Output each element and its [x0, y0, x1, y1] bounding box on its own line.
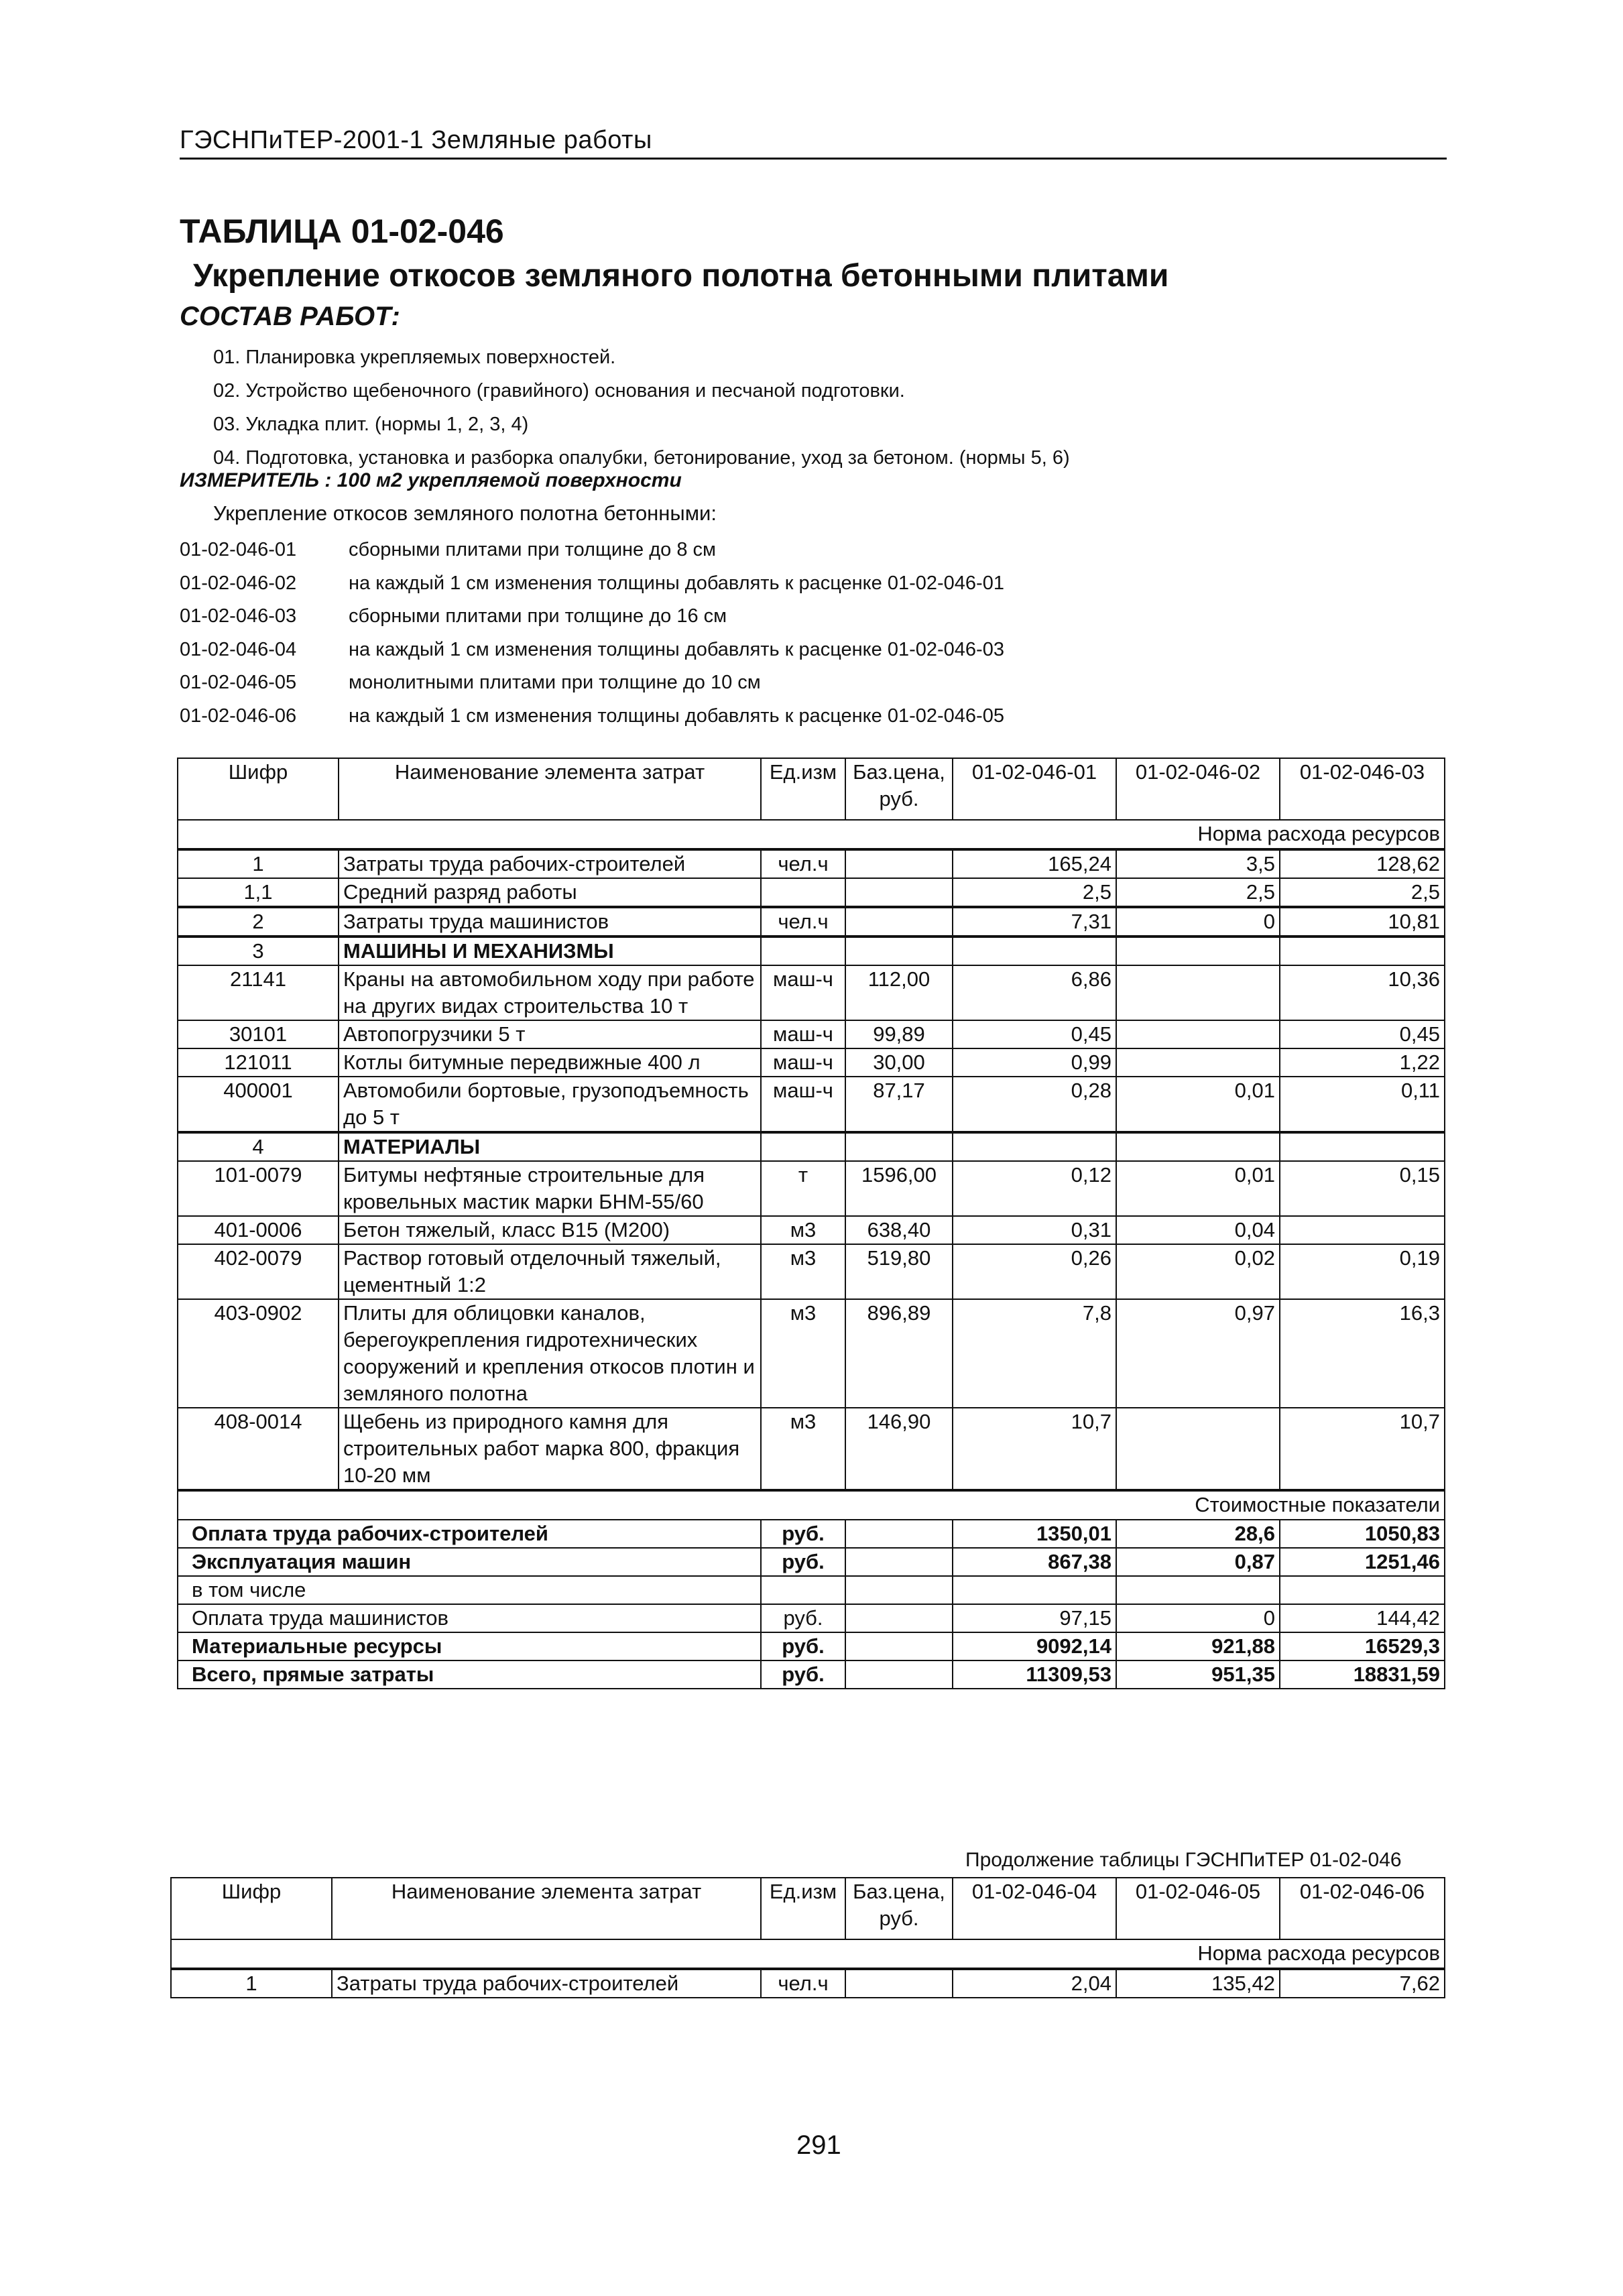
row-price: 30,00: [845, 1048, 953, 1077]
row-name: Бетон тяжелый, класс В15 (М200): [339, 1216, 761, 1244]
cost-name: Всего, прямые затраты: [178, 1660, 761, 1689]
works-list: [213, 341, 1070, 475]
header-name: Наименование элемента затрат: [332, 1878, 761, 1939]
row-name: Плиты для облицовки каналов, берегоукрепления гидротехнических сооружений и крепления откосов плотин и земляного полотна: [339, 1299, 761, 1408]
meter-line: ИЗМЕРИТЕЛЬ : 100 м2 укрепляемой поверхности: [180, 469, 682, 491]
cost-band: Стоимостные показатели: [178, 1490, 1445, 1520]
row-value-3: 0,11: [1280, 1077, 1445, 1132]
row-price: [845, 1969, 953, 1998]
row-code: 1,1: [178, 878, 339, 907]
row-value-2: 0,02: [1116, 1244, 1280, 1299]
row-price: 99,89: [845, 1020, 953, 1048]
row-price: [845, 936, 953, 965]
row-unit: маш-ч: [761, 1048, 845, 1077]
row-value-3: 16,3: [1280, 1299, 1445, 1408]
cost-value-3: 144,42: [1280, 1604, 1445, 1632]
header-col-3: 01-02-046-03: [1280, 758, 1445, 820]
row-value-3: [1280, 1216, 1445, 1244]
row-unit: т: [761, 1161, 845, 1216]
row-unit: чел.ч: [761, 1969, 845, 1998]
table-row: [178, 1077, 1445, 1132]
code-row: [180, 534, 1004, 567]
row-value-3: 0,19: [1280, 1244, 1445, 1299]
code-text: сборными плитами при толщине до 8 см: [349, 539, 716, 560]
cost-value-1: [953, 1576, 1116, 1604]
row-price: [845, 907, 953, 936]
cost-row: [178, 1604, 1445, 1632]
code: 01-02-046-01: [180, 539, 297, 560]
cost-row: [178, 1632, 1445, 1660]
table-title: ТАБЛИЦА 01-02-046: [180, 213, 504, 250]
row-value-3: 0,15: [1280, 1161, 1445, 1216]
work-item: 04. Подготовка, установка и разборка опалубки, бетонирование, уход за бетоном. (нормы 5, 6): [213, 447, 1070, 469]
row-name: Котлы битумные передвижные 400 л: [339, 1048, 761, 1077]
code-text: сборными плитами при толщине до 16 см: [349, 605, 727, 627]
code: 01-02-046-04: [180, 638, 297, 660]
code: 01-02-046-06: [180, 705, 297, 727]
resources-table-continued: [170, 1877, 1445, 1998]
cost-value-3: 1251,46: [1280, 1548, 1445, 1576]
row-name: Битумы нефтяные строительные для кровельных мастик марки БНМ-55/60: [339, 1161, 761, 1216]
cost-name: Эксплуатация машин: [178, 1548, 761, 1576]
table-row: [178, 1244, 1445, 1299]
cost-unit: руб.: [761, 1520, 845, 1548]
resources-table: [177, 758, 1445, 1689]
header-price: Баз.цена, руб.: [845, 758, 953, 820]
row-price: [845, 878, 953, 907]
cost-name: Оплата труда рабочих-строителей: [178, 1520, 761, 1548]
row-unit: чел.ч: [761, 907, 845, 936]
resources-body: [171, 1969, 1445, 1998]
cost-value-1: 9092,14: [953, 1632, 1116, 1660]
cost-value-1: 867,38: [953, 1548, 1116, 1576]
code-row: [180, 567, 1004, 601]
cost-value-3: [1280, 1576, 1445, 1604]
row-code: 21141: [178, 965, 339, 1020]
cost-value-1: 1350,01: [953, 1520, 1116, 1548]
cost-unit: [761, 1576, 845, 1604]
codes-list: [180, 534, 1004, 733]
table-row: [178, 1299, 1445, 1408]
row-value-1: 2,04: [953, 1969, 1116, 1998]
code: 01-02-046-03: [180, 605, 297, 627]
row-code: 1: [171, 1969, 332, 1998]
row-code: 2: [178, 907, 339, 936]
cost-price: [845, 1576, 953, 1604]
header-unit: Ед.изм: [761, 1878, 845, 1939]
row-price: 146,90: [845, 1408, 953, 1490]
cost-unit: руб.: [761, 1548, 845, 1576]
row-code: 4: [178, 1132, 339, 1161]
row-unit: [761, 878, 845, 907]
row-value-2: 0,04: [1116, 1216, 1280, 1244]
row-value-3: 1,22: [1280, 1048, 1445, 1077]
header-col-5: 01-02-046-05: [1116, 1878, 1280, 1939]
cost-row: [178, 1576, 1445, 1604]
row-value-2: 0,01: [1116, 1161, 1280, 1216]
header-col-1: 01-02-046-01: [953, 758, 1116, 820]
header-name: Наименование элемента затрат: [339, 758, 761, 820]
row-value-3: [1280, 1132, 1445, 1161]
table-row: [178, 1020, 1445, 1048]
row-value-2: [1116, 936, 1280, 965]
table-row: [178, 878, 1445, 907]
row-code: 121011: [178, 1048, 339, 1077]
row-unit: м3: [761, 1216, 845, 1244]
row-name: Затраты труда рабочих-строителей: [339, 849, 761, 878]
row-value-2: [1116, 1048, 1280, 1077]
row-unit: маш-ч: [761, 965, 845, 1020]
row-code: 408-0014: [178, 1408, 339, 1490]
header-col-6: 01-02-046-06: [1280, 1878, 1445, 1939]
cost-unit: руб.: [761, 1632, 845, 1660]
cost-value-2: 28,6: [1116, 1520, 1280, 1548]
cost-value-3: 18831,59: [1280, 1660, 1445, 1689]
row-value-3: 10,36: [1280, 965, 1445, 1020]
row-value-3: 7,62: [1280, 1969, 1445, 1998]
row-value-2: [1116, 965, 1280, 1020]
table-row: [178, 965, 1445, 1020]
intro-line: Укрепление откосов земляного полотна бетонными:: [213, 501, 717, 525]
row-price: 896,89: [845, 1299, 953, 1408]
table-row: [178, 849, 1445, 878]
row-code: 400001: [178, 1077, 339, 1132]
row-value-2: [1116, 1408, 1280, 1490]
row-value-1: [953, 936, 1116, 965]
running-header: ГЭСНПиТЕР-2001-1 Земляные работы: [180, 126, 1447, 160]
row-value-2: 0,97: [1116, 1299, 1280, 1408]
header-code: Шифр: [171, 1878, 332, 1939]
page-number: 291: [796, 2130, 841, 2160]
code-text: монолитными плитами при толщине до 10 см: [349, 672, 761, 693]
row-name: Автомобили бортовые, грузоподъемность до 5 т: [339, 1077, 761, 1132]
row-price: 519,80: [845, 1244, 953, 1299]
row-price: [845, 1132, 953, 1161]
row-price: 112,00: [845, 965, 953, 1020]
cost-value-1: 11309,53: [953, 1660, 1116, 1689]
cost-row: [178, 1548, 1445, 1576]
header-col-2: 01-02-046-02: [1116, 758, 1280, 820]
row-value-3: 2,5: [1280, 878, 1445, 907]
continuation-caption: Продолжение таблицы ГЭСНПиТЕР 01-02-046: [965, 1849, 1402, 1871]
code-row: [180, 633, 1004, 667]
row-code: 3: [178, 936, 339, 965]
row-value-1: 7,8: [953, 1299, 1116, 1408]
cost-value-2: 0: [1116, 1604, 1280, 1632]
row-code: 30101: [178, 1020, 339, 1048]
row-unit: м3: [761, 1244, 845, 1299]
row-name: Щебень из природного камня для строительных работ марка 800, фракция 10-20 мм: [339, 1408, 761, 1490]
row-value-1: 6,86: [953, 965, 1116, 1020]
cost-name: Оплата труда машинистов: [178, 1604, 761, 1632]
resources-body: [178, 849, 1445, 1490]
row-price: 87,17: [845, 1077, 953, 1132]
row-value-1: 0,28: [953, 1077, 1116, 1132]
row-code: 1: [178, 849, 339, 878]
table-row: [178, 936, 1445, 965]
row-value-1: 0,12: [953, 1161, 1116, 1216]
cost-name: в том числе: [178, 1576, 761, 1604]
row-value-2: 2,5: [1116, 878, 1280, 907]
row-code: 403-0902: [178, 1299, 339, 1408]
row-value-1: [953, 1132, 1116, 1161]
row-unit: м3: [761, 1408, 845, 1490]
row-name: Краны на автомобильном ходу при работе на других видах строительства 10 т: [339, 965, 761, 1020]
table-row: [178, 907, 1445, 936]
row-value-1: 0,45: [953, 1020, 1116, 1048]
row-value-1: 10,7: [953, 1408, 1116, 1490]
row-unit: [761, 1132, 845, 1161]
code-text: на каждый 1 см изменения толщины добавлять к расценке 01-02-046-03: [349, 638, 1004, 660]
row-value-2: 3,5: [1116, 849, 1280, 878]
cost-value-3: 1050,83: [1280, 1520, 1445, 1548]
row-name: МАШИНЫ И МЕХАНИЗМЫ: [339, 936, 761, 965]
row-name: Затраты труда рабочих-строителей: [332, 1969, 761, 1998]
header-price: Баз.цена, руб.: [845, 1878, 953, 1939]
row-value-1: 0,99: [953, 1048, 1116, 1077]
costs-body: [178, 1520, 1445, 1689]
row-name: Автопогрузчики 5 т: [339, 1020, 761, 1048]
code-row: [180, 666, 1004, 700]
row-code: 401-0006: [178, 1216, 339, 1244]
work-item: 03. Укладка плит. (нормы 1, 2, 3, 4): [213, 414, 529, 435]
row-code: 101-0079: [178, 1161, 339, 1216]
code-row: [180, 700, 1004, 733]
row-value-2: [1116, 1020, 1280, 1048]
cost-value-2: [1116, 1576, 1280, 1604]
cost-value-2: 0,87: [1116, 1548, 1280, 1576]
row-name: Средний разряд работы: [339, 878, 761, 907]
table-row: [178, 1048, 1445, 1077]
row-name: Затраты труда машинистов: [339, 907, 761, 936]
code-text: на каждый 1 см изменения толщины добавлять к расценке 01-02-046-05: [349, 705, 1004, 727]
row-value-1: 7,31: [953, 907, 1116, 936]
code-row: [180, 600, 1004, 633]
header-unit: Ед.изм: [761, 758, 845, 820]
cost-row: [178, 1520, 1445, 1548]
table-row: [178, 1216, 1445, 1244]
row-value-3: 128,62: [1280, 849, 1445, 878]
cost-price: [845, 1520, 953, 1548]
row-value-2: 0,01: [1116, 1077, 1280, 1132]
cost-value-3: 16529,3: [1280, 1632, 1445, 1660]
table-row: [178, 1132, 1445, 1161]
cost-unit: руб.: [761, 1604, 845, 1632]
cost-name: Материальные ресурсы: [178, 1632, 761, 1660]
row-price: 638,40: [845, 1216, 953, 1244]
row-value-3: 0,45: [1280, 1020, 1445, 1048]
code: 01-02-046-05: [180, 672, 297, 693]
row-name: Раствор готовый отделочный тяжелый, цементный 1:2: [339, 1244, 761, 1299]
header-code: Шифр: [178, 758, 339, 820]
row-unit: м3: [761, 1299, 845, 1408]
cost-price: [845, 1632, 953, 1660]
cost-row: [178, 1660, 1445, 1689]
works-heading: СОСТАВ РАБОТ:: [180, 302, 400, 331]
row-value-2: 135,42: [1116, 1969, 1280, 1998]
row-unit: [761, 936, 845, 965]
row-value-3: [1280, 936, 1445, 965]
cost-price: [845, 1604, 953, 1632]
row-unit: чел.ч: [761, 849, 845, 878]
header-col-4: 01-02-046-04: [953, 1878, 1116, 1939]
cost-unit: руб.: [761, 1660, 845, 1689]
row-value-1: 165,24: [953, 849, 1116, 878]
row-value-2: [1116, 1132, 1280, 1161]
cost-value-2: 951,35: [1116, 1660, 1280, 1689]
row-value-1: 0,31: [953, 1216, 1116, 1244]
row-value-1: 2,5: [953, 878, 1116, 907]
norm-band: Норма расхода ресурсов: [178, 820, 1445, 849]
row-price: 1596,00: [845, 1161, 953, 1216]
row-unit: маш-ч: [761, 1020, 845, 1048]
cost-price: [845, 1548, 953, 1576]
cost-value-1: 97,15: [953, 1604, 1116, 1632]
row-value-3: 10,81: [1280, 907, 1445, 936]
table-row: [178, 1161, 1445, 1216]
table-row: [178, 1408, 1445, 1490]
row-price: [845, 849, 953, 878]
row-unit: маш-ч: [761, 1077, 845, 1132]
row-name: МАТЕРИАЛЫ: [339, 1132, 761, 1161]
cost-price: [845, 1660, 953, 1689]
row-value-2: 0: [1116, 907, 1280, 936]
work-item: 02. Устройство щебеночного (гравийного) основания и песчаной подготовки.: [213, 380, 905, 402]
norm-band: Норма расхода ресурсов: [171, 1939, 1445, 1969]
code: 01-02-046-02: [180, 572, 297, 594]
table-row: [171, 1969, 1445, 1998]
row-value-3: 10,7: [1280, 1408, 1445, 1490]
row-code: 402-0079: [178, 1244, 339, 1299]
work-item: 01. Планировка укрепляемых поверхностей.: [213, 347, 616, 368]
main-title: Укрепление откосов земляного полотна бетонными плитами: [193, 258, 1169, 294]
row-value-1: 0,26: [953, 1244, 1116, 1299]
cost-value-2: 921,88: [1116, 1632, 1280, 1660]
code-text: на каждый 1 см изменения толщины добавлять к расценке 01-02-046-01: [349, 572, 1004, 594]
